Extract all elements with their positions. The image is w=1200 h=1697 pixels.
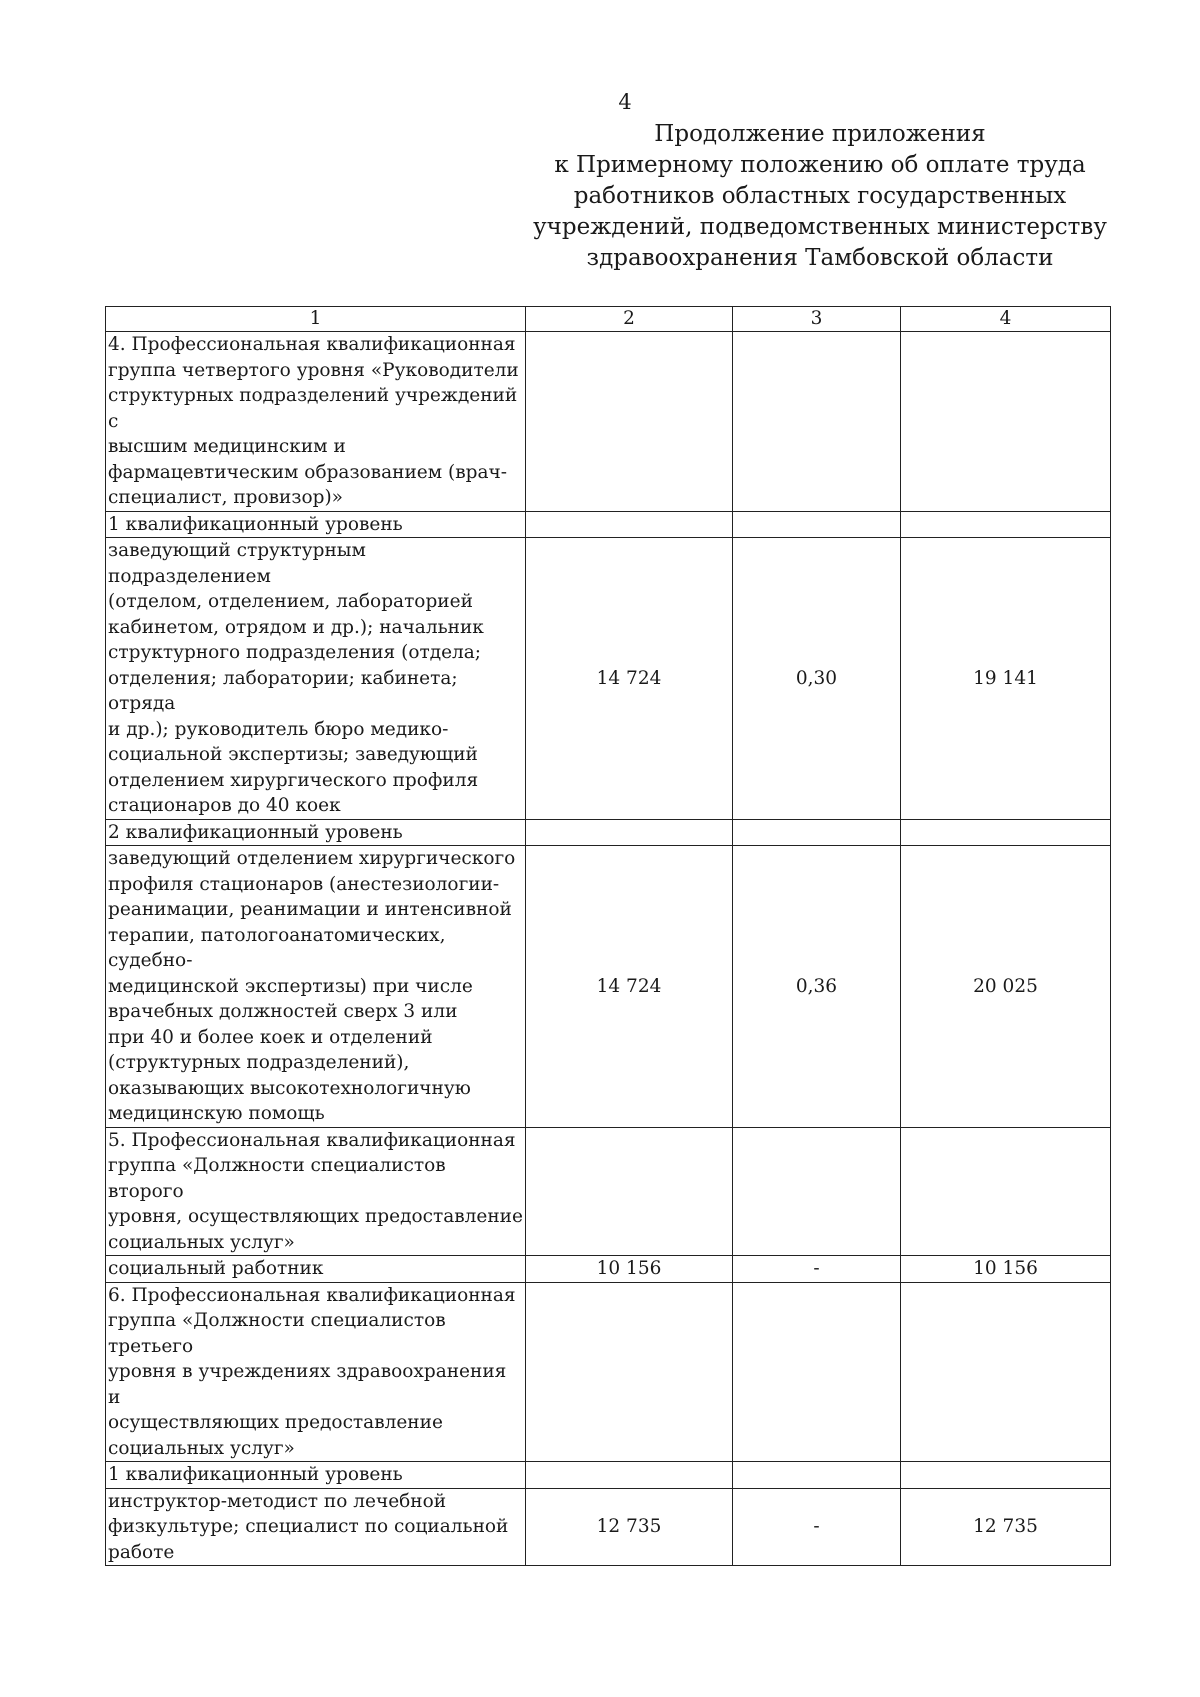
position-cell: инструктор-методист по лечебной физкультуре; специалист по социальной работе xyxy=(106,1488,526,1566)
position-cell: социальный работник xyxy=(106,1256,526,1283)
coefficient-cell xyxy=(733,1127,901,1256)
table-row xyxy=(106,1488,1111,1566)
position-cell: 1 квалификационный уровень xyxy=(106,1462,526,1489)
table-row xyxy=(106,846,1111,1128)
base-salary-cell: 12 735 xyxy=(526,1488,733,1566)
coefficient-cell xyxy=(733,1282,901,1462)
coefficient-cell xyxy=(733,511,901,538)
table-row xyxy=(106,1127,1111,1256)
appendix-heading xyxy=(520,119,1120,274)
heading-line: к Примерному положению об оплате труда xyxy=(554,152,1086,178)
salary-cell xyxy=(901,332,1111,512)
column-header: 2 xyxy=(526,307,733,332)
position-cell: 4. Профессиональная квалификационная группа четвертого уровня «Руководители структурных подразделений учреждений с высшим медицинским и фармацевтическим образованием (врач- специалист, провизор)» xyxy=(106,332,526,512)
salary-cell xyxy=(901,511,1111,538)
table-row xyxy=(106,538,1111,820)
base-salary-cell xyxy=(526,1462,733,1489)
table-row xyxy=(106,1282,1111,1462)
coefficient-cell: 0,36 xyxy=(733,846,901,1128)
page-number: 4 xyxy=(618,90,632,114)
base-salary-cell xyxy=(526,332,733,512)
table-row xyxy=(106,819,1111,846)
table-row xyxy=(106,511,1111,538)
table-row xyxy=(106,1462,1111,1489)
column-header: 1 xyxy=(106,307,526,332)
coefficient-cell xyxy=(733,819,901,846)
position-cell: 1 квалификационный уровень xyxy=(106,511,526,538)
base-salary-cell: 14 724 xyxy=(526,538,733,820)
salary-cell xyxy=(901,1282,1111,1462)
heading-line: Продолжение приложения xyxy=(654,121,986,147)
heading-line: здравоохранения Тамбовской области xyxy=(586,245,1054,271)
position-cell: 2 квалификационный уровень xyxy=(106,819,526,846)
heading-line: учреждений, подведомственных министерству xyxy=(533,214,1107,240)
salary-cell xyxy=(901,1462,1111,1489)
salary-cell: 19 141 xyxy=(901,538,1111,820)
base-salary-cell xyxy=(526,819,733,846)
table-row xyxy=(106,332,1111,512)
salary-table xyxy=(105,306,1111,1566)
salary-cell xyxy=(901,1127,1111,1256)
position-cell: 6. Профессиональная квалификационная группа «Должности специалистов третьего уровня в учреждениях здравоохранения и осуществляющих предоставление социальных услуг» xyxy=(106,1282,526,1462)
salary-cell: 10 156 xyxy=(901,1256,1111,1283)
coefficient-cell: 0,30 xyxy=(733,538,901,820)
base-salary-cell xyxy=(526,1282,733,1462)
heading-line: работников областных государственных xyxy=(573,183,1067,209)
column-header: 4 xyxy=(901,307,1111,332)
salary-cell: 20 025 xyxy=(901,846,1111,1128)
position-cell: заведующий отделением хирургического профиля стационаров (анестезиологии- реанимации, реанимации и интенсивной терапии, патологоанатомических, судебно- медицинской экспертизы) при числе врачебных должностей сверх 3 или при 40 и более коек и отделений (структурных подразделений), оказывающих высокотехнологичную медицинскую помощь xyxy=(106,846,526,1128)
base-salary-cell: 10 156 xyxy=(526,1256,733,1283)
table-header-row xyxy=(106,307,1111,332)
coefficient-cell: - xyxy=(733,1488,901,1566)
salary-cell: 12 735 xyxy=(901,1488,1111,1566)
column-header: 3 xyxy=(733,307,901,332)
coefficient-cell xyxy=(733,1462,901,1489)
position-cell: 5. Профессиональная квалификационная группа «Должности специалистов второго уровня, осуществляющих предоставление социальных услуг» xyxy=(106,1127,526,1256)
base-salary-cell xyxy=(526,511,733,538)
table-row xyxy=(106,1256,1111,1283)
base-salary-cell: 14 724 xyxy=(526,846,733,1128)
base-salary-cell xyxy=(526,1127,733,1256)
coefficient-cell xyxy=(733,332,901,512)
salary-cell xyxy=(901,819,1111,846)
coefficient-cell: - xyxy=(733,1256,901,1283)
position-cell: заведующий структурным подразделением (отделом, отделением, лабораторией кабинетом, отрядом и др.); начальник структурного подразделения (отдела; отделения; лаборатории; кабинета; отряда и др.); руководитель бюро медико- социальной экспертизы; заведующий отделением хирургического профиля стационаров до 40 коек xyxy=(106,538,526,820)
